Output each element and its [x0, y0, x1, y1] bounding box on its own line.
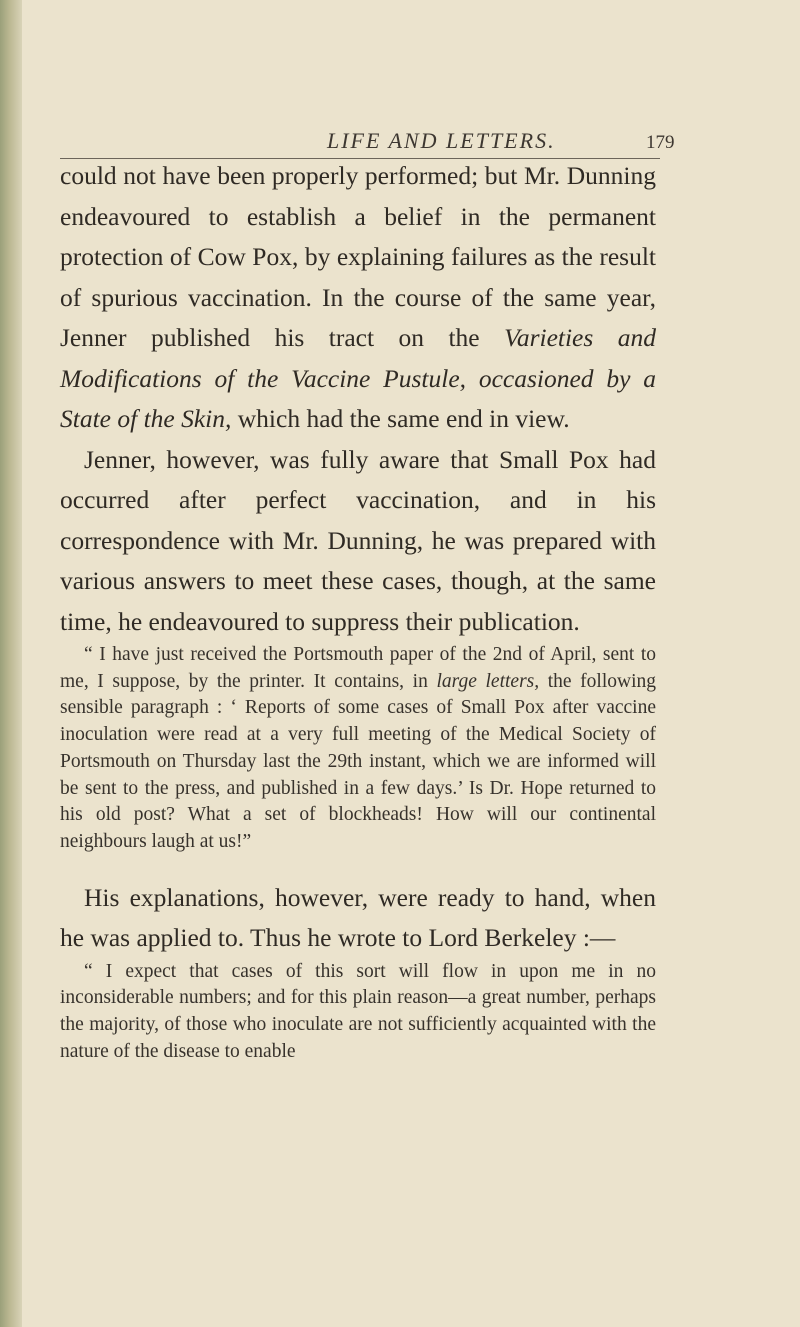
book-spine-shadow — [0, 0, 22, 1327]
body-text — [60, 156, 656, 1065]
running-title: LIFE AND LETTERS. — [327, 128, 556, 153]
paragraph-3: His explanations, however, were ready to hand, when he was applied to. Thus he wrote to Lord Berkeley :— — [60, 882, 656, 953]
quote-italic: large letters, — [436, 670, 540, 692]
page-number: 179 — [646, 132, 675, 153]
quotation-1: “ I have just received the Portsmouth paper of the 2nd of April, sent to me, I suppose, by the printer. It contains, in large letters, the following sensible paragraph : ‘ Reports of some cases of Small Pox after vaccine inoculation were read at a very full meeting of the Medical Society of Portsmouth on Thursday last the 29th instant, which we are informed will be sent to the press, and published in a few days.’ Is Dr. Hope returned to his old post? What a set of blockheads! How will our continental neighbours laugh at us!” — [60, 644, 657, 852]
quotation-2: “ I expect that cases of this sort will flow in upon me in no inconsiderable numbers; and for this plain reason—a great number, perhaps the majority, of those who inoculate are not sufficiently acquainted with the nature of the disease to enable — [60, 960, 656, 1062]
tract-title: Varieties and Modifications of the Vaccine Pustule, occasioned by a State of the Skin, — [60, 323, 656, 433]
paragraph-2: Jenner, however, was fully aware that Small Pox had occurred after perfect vaccination, and in his correspondence with Mr. Dunning, he was prepared with various answers to meet these cases, though, at the same time, he endeavoured to suppress their publication. — [60, 444, 656, 636]
paragraph-1: could not have been properly performed; but Mr. Dunning endeavoured to establish a belief in the permanent protection of Cow Pox, by explaining failures as the result of spurious vaccination. In the course of the same year, Jenner published his tract on the Varieties and Modifications of the Vaccine Pustule, occasioned by a State of the Skin, which had the same end in view. — [60, 161, 656, 433]
running-head — [60, 128, 675, 159]
